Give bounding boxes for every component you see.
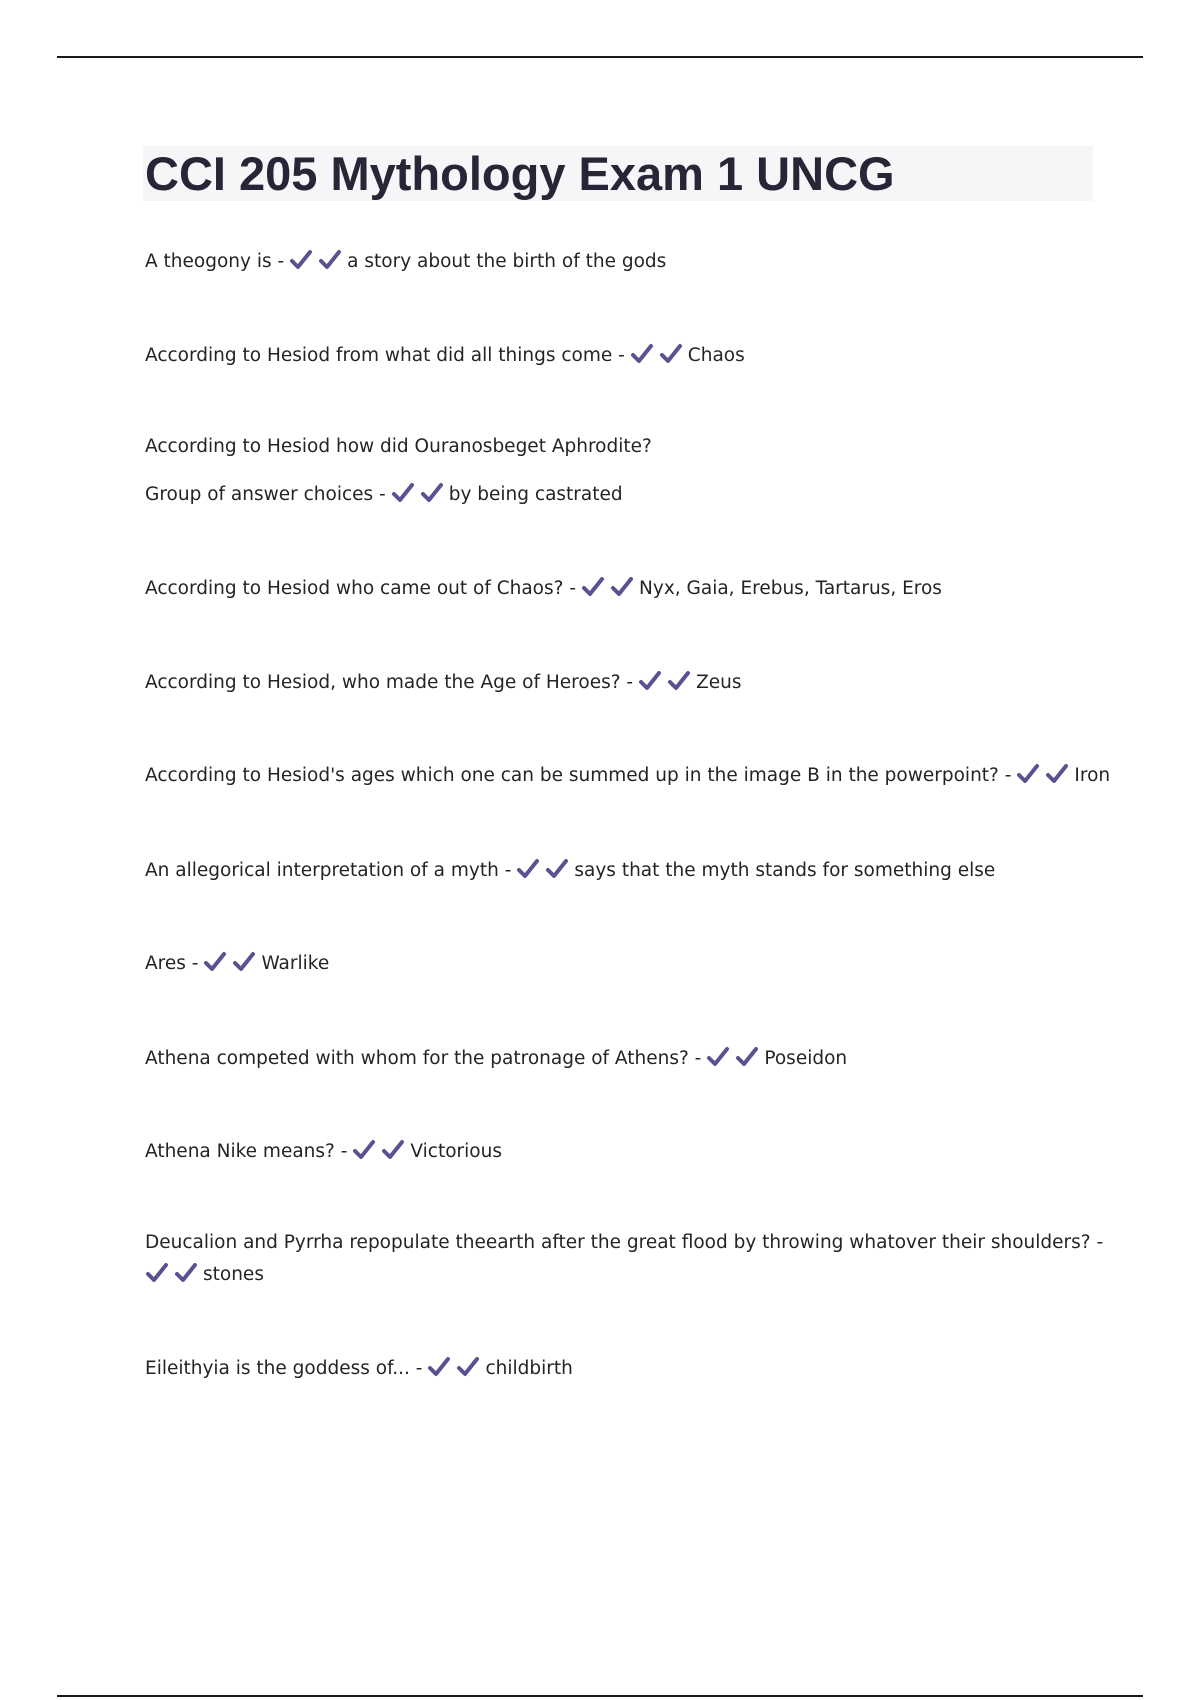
answer-text: Victorious bbox=[410, 1141, 502, 1162]
qa-line bbox=[145, 1043, 1105, 1075]
top-rule bbox=[57, 56, 1143, 58]
qa-item bbox=[145, 1043, 1105, 1075]
check-icon bbox=[420, 482, 444, 504]
answer-text: a story about the birth of the gods bbox=[347, 251, 667, 272]
question-text: Athena Nike means? - bbox=[145, 1141, 348, 1162]
answer-text: stones bbox=[203, 1264, 264, 1285]
check-icon bbox=[659, 343, 683, 365]
answer-text: Chaos bbox=[687, 345, 745, 366]
question-text: According to Hesiod who came out of Chaos? - bbox=[145, 578, 577, 599]
check-icon bbox=[427, 1356, 451, 1378]
qa-item bbox=[145, 760, 1111, 792]
qa-line bbox=[145, 246, 1105, 278]
question-line: According to Hesiod how did Ouranosbeget Aphrodite? bbox=[145, 436, 652, 457]
double-check-icon bbox=[630, 340, 688, 372]
check-icon bbox=[1045, 763, 1069, 785]
check-icon bbox=[145, 1262, 169, 1284]
qa-item bbox=[145, 340, 1105, 372]
check-icon bbox=[381, 1139, 405, 1161]
question-line: Deucalion and Pyrrha repopulate theearth after the great flood by throwing whatover their shoulders? - bbox=[145, 1232, 1104, 1253]
question-text: Group of answer choices - bbox=[145, 484, 386, 505]
check-icon bbox=[1016, 763, 1040, 785]
question-text: According to Hesiod from what did all things come - bbox=[145, 345, 625, 366]
qa-line bbox=[145, 479, 1105, 511]
answer-text: by being castrated bbox=[448, 484, 623, 505]
qa-line bbox=[145, 340, 1105, 372]
question-text: Ares - bbox=[145, 953, 199, 974]
check-icon bbox=[638, 670, 662, 692]
double-check-icon bbox=[706, 1043, 764, 1075]
check-icon bbox=[630, 343, 654, 365]
qa-line bbox=[145, 1136, 1105, 1168]
check-icon bbox=[174, 1262, 198, 1284]
check-icon bbox=[318, 249, 342, 271]
check-icon bbox=[516, 858, 540, 880]
check-icon bbox=[456, 1356, 480, 1378]
check-icon bbox=[203, 951, 227, 973]
double-check-icon bbox=[638, 667, 696, 699]
qa-item bbox=[145, 573, 1105, 605]
answer-text: Nyx, Gaia, Erebus, Tartarus, Eros bbox=[639, 578, 942, 599]
double-check-icon bbox=[145, 1259, 203, 1291]
double-check-icon bbox=[391, 479, 449, 511]
qa-line bbox=[145, 667, 1105, 699]
answer-text: Warlike bbox=[261, 953, 330, 974]
double-check-icon bbox=[289, 246, 347, 278]
check-icon bbox=[581, 576, 605, 598]
double-check-icon bbox=[516, 855, 574, 887]
question-text: A theogony is - bbox=[145, 251, 285, 272]
qa-line bbox=[145, 1259, 1105, 1291]
question-text: According to Hesiod's ages which one can be summed up in the image B in the powerpoint? - bbox=[145, 765, 1012, 786]
double-check-icon bbox=[203, 948, 261, 980]
double-check-icon bbox=[1016, 760, 1074, 792]
check-icon bbox=[735, 1046, 759, 1068]
qa-line bbox=[145, 855, 1105, 887]
double-check-icon bbox=[427, 1353, 485, 1385]
qa-line bbox=[145, 573, 1105, 605]
check-icon bbox=[352, 1139, 376, 1161]
answer-text: Iron bbox=[1074, 765, 1111, 786]
qa-line bbox=[145, 948, 1105, 980]
check-icon bbox=[545, 858, 569, 880]
check-icon bbox=[610, 576, 634, 598]
qa-item bbox=[145, 855, 1105, 887]
answer-text: Poseidon bbox=[764, 1048, 848, 1069]
check-icon bbox=[667, 670, 691, 692]
answer-text: says that the myth stands for something else bbox=[574, 860, 996, 881]
qa-item bbox=[145, 667, 1105, 699]
check-icon bbox=[706, 1046, 730, 1068]
qa-item bbox=[145, 431, 1105, 511]
check-icon bbox=[232, 951, 256, 973]
double-check-icon bbox=[581, 573, 639, 605]
double-check-icon bbox=[352, 1136, 410, 1168]
qa-item bbox=[145, 1353, 1105, 1385]
qa-item bbox=[145, 1136, 1105, 1168]
qa-item bbox=[145, 1227, 1105, 1291]
qa-line bbox=[145, 760, 1111, 792]
question-text: Athena competed with whom for the patronage of Athens? - bbox=[145, 1048, 702, 1069]
bottom-rule bbox=[57, 1695, 1143, 1697]
qa-line bbox=[145, 1353, 1105, 1385]
qa-item bbox=[145, 246, 1105, 278]
answer-text: Zeus bbox=[696, 672, 742, 693]
question-text: According to Hesiod, who made the Age of Heroes? - bbox=[145, 672, 634, 693]
check-icon bbox=[391, 482, 415, 504]
page-title: CCI 205 Mythology Exam 1 UNCG bbox=[145, 147, 895, 200]
question-text: Eileithyia is the goddess of... - bbox=[145, 1358, 423, 1379]
answer-text: childbirth bbox=[485, 1358, 573, 1379]
qa-item bbox=[145, 948, 1105, 980]
check-icon bbox=[289, 249, 313, 271]
question-text: An allegorical interpretation of a myth - bbox=[145, 860, 512, 881]
